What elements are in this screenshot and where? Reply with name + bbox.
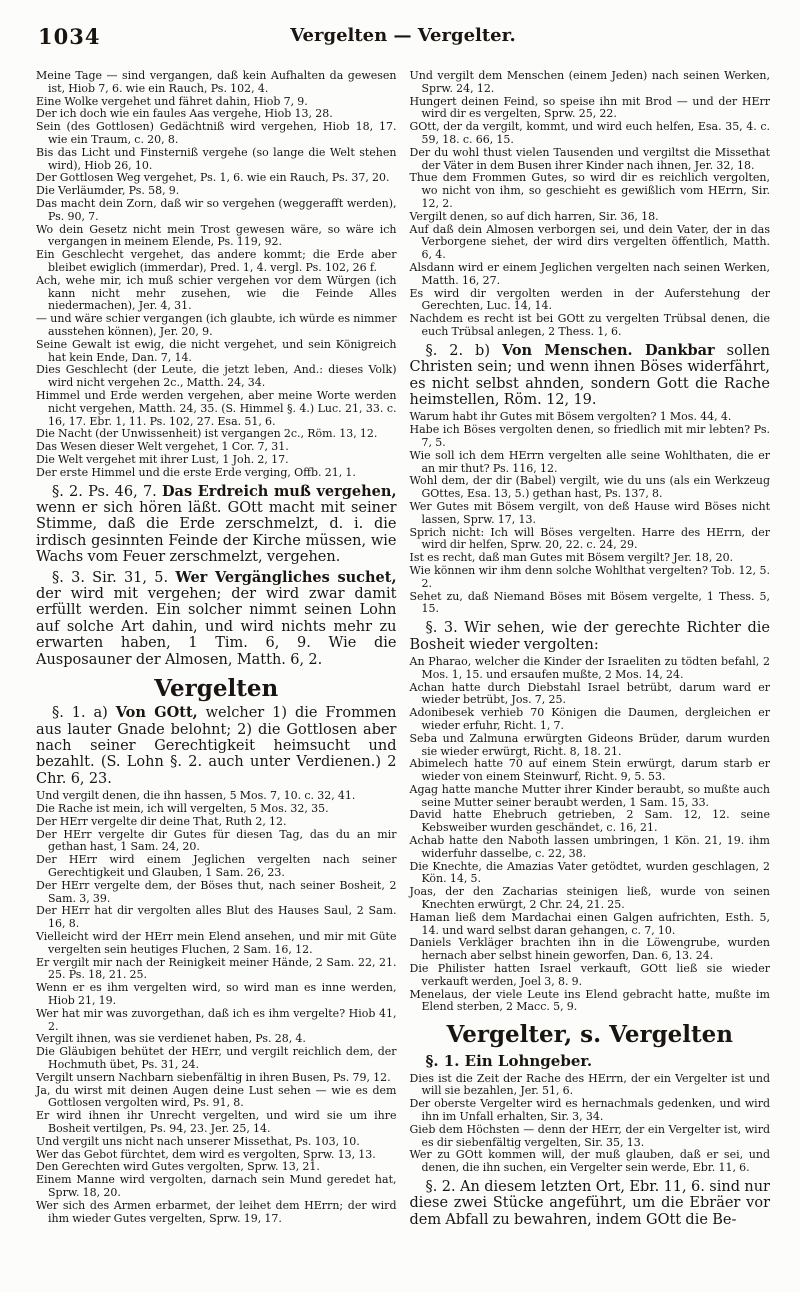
scripture-entry: Sprich nicht: Ich will Böses vergelten. Harre des HErrn, der wird dir helfen, Sprw. 20, 22. c. 24, 29. (409, 525, 770, 552)
scripture-entry: Der Gottlosen Weg vergehet, Ps. 1, 6. wie ein Rauch, Ps. 37, 20. (36, 171, 390, 185)
entry-list-vergehen (36, 70, 397, 480)
scripture-entry: Die Verläumder, Ps. 58, 9. (36, 184, 180, 198)
section-number: §. 2. b) (425, 342, 490, 359)
text-columns (36, 70, 770, 1231)
scripture-entry: Ein Geschlecht vergehet, das andere kommt; die Erde aber bleibet ewiglich (immerdar), Pred. 1, 4. vergl. Ps. 102, 26 f. (36, 248, 397, 274)
section-paragraph-vergelten-3 (410, 620, 771, 653)
scripture-entry: Haman ließ dem Mardachai einen Galgen aufrichten, Esth. 5, 14. und ward selbst daran gehangen, c. 7, 10. (409, 910, 770, 937)
entry-list-vergelter (410, 1073, 771, 1175)
section-text: welcher 1) die Frommen aus lauter Gnade belohnt; 2) die Gottlosen aber nach seiner Gerechtigkeit heimsucht und bezahlt. (S. Lohn §. 2. auch unter Verdienen.) 2 Chr. 6, 23. (36, 705, 397, 787)
scripture-entry: Der oberste Vergelter wird es hernachmals gedenken, und wird ihn im Unfall erhalten, Sir. 3, 34. (409, 1097, 770, 1123)
section-lead: Wer Vergängliches suchet, (175, 568, 397, 586)
scripture-entry: Sehet zu, daß Niemand Böses mit Bösem vergelte, 1 Thess. 5, 15. (409, 589, 770, 616)
scripture-entry: Der erste Himmel und die erste Erde verging, Offb. 21, 1. (36, 465, 356, 479)
page-header (36, 24, 770, 50)
scripture-entry: Wer hat mir was zuvorgethan, daß ich es ihm vergelte? Hiob 41, 2. (36, 1006, 397, 1033)
scripture-entry: Der HErr wird einem Jeglichen vergelten nach seiner Gerechtigkeit und Glauben, 1 Sam. 26, 23. (36, 853, 397, 880)
section-number: §. 1. a) (52, 705, 108, 722)
scripture-entry: Dies Geschlecht (der Leute, die jetzt leben, And.: dieses Volk) wird nicht vergehen 2c., Matth. 24, 34. (36, 363, 397, 390)
section-text: sollen Christen sein; und wenn ihnen Böses widerfährt, es nicht selbst ahnden, sondern Gott die Rache heimstellen, Röm. 12, 19. (409, 342, 771, 408)
scripture-entry: Warum habt ihr Gutes mit Bösem vergolten? 1 Mos. 44, 4. (409, 410, 732, 424)
scripture-entry: An Pharao, welcher die Kinder der Israeliten zu tödten befahl, 2 Mos. 1, 15. und ersaufen mußte, 2 Mos. 14, 24. (409, 654, 770, 681)
scripture-entry: Gieb dem Höchsten — denn der HErr, der ein Vergelter ist, wird es dir siebenfältig vergelten, Sir. 35, 13. (409, 1122, 770, 1149)
scripture-entry: Nachdem es recht ist bei GOtt zu vergelten Trübsal denen, die euch Trübsal anlegen, 2 Thess. 1, 6. (409, 312, 770, 338)
scripture-entry: Wer Gutes mit Bösem vergilt, von deß Hause wird Böses nicht lassen, Sprw. 17, 13. (409, 499, 770, 526)
page-number: 1034 (38, 24, 101, 49)
scripture-entry: Abimelech hatte 70 auf einem Stein erwürgt, darum starb er wieder von einem Steinwurf, Richt. 9, 5. 53. (409, 757, 770, 784)
sub-heading-lohngeber: §. 1. Ein Lohngeber. (425, 1051, 593, 1070)
scripture-entry: Wenn er es ihm vergelten wird, so wird man es inne werden, Hiob 21, 19. (36, 981, 397, 1008)
right-column (410, 70, 771, 1231)
scripture-entry: Wie soll ich dem HErrn vergelten alle seine Wohlthaten, die er an mir thut? Ps. 116, 12. (409, 448, 770, 475)
section-number: §. 2. Ps. 46, 7. (52, 483, 157, 500)
scripture-entry: Die Welt vergehet mit ihrer Lust, 1 Joh. 2, 17. (36, 452, 289, 466)
scripture-entry: Und vergilt denen, die ihn hassen, 5 Mos. 7, 10. c. 32, 41. (36, 789, 356, 803)
scripture-entry: Sein (des Gottlosen) Gedächtniß wird vergehen, Hiob 18, 17. wie ein Traum, c. 20, 8. (36, 120, 397, 146)
section-lead: Das Erdreich muß vergehen, (161, 482, 397, 500)
running-header: Vergelten — Vergelter. (290, 25, 516, 46)
scripture-entry: Der HErr vergelte dem, der Böses thut, nach seiner Bosheit, 2 Sam. 3, 39. (36, 878, 397, 905)
scripture-entry: Der HErr vergelte dir deine That, Ruth 2, 12. (36, 814, 287, 828)
scripture-entry: Menelaus, der viele Leute ins Elend gebracht hatte, mußte im Elend sterben, 2 Macc. 5, 9. (409, 987, 770, 1014)
entry-list-vergelten (36, 790, 397, 1225)
section-paragraph-vergehen-3 (36, 570, 397, 668)
scripture-entry: Eine Wolke vergehet und fähret dahin, Hiob 7, 9. (36, 94, 308, 108)
scripture-entry: Auf daß dein Almosen verborgen sei, und dein Vater, der in das Verborgene siehet, der wird dirs vergelten öffentlich, Matth. 6, 4. (409, 222, 770, 262)
section-text: An diesem letzten Ort, Ebr. 11, 6. sind nur diese zwei Stücke angeführt, um die Ebräer vor dem Abfall zu bewahren, indem GOtt die Be- (409, 1178, 770, 1228)
section-text: der wird mit vergehen; der wird zwar damit erfüllt werden. Ein solcher nimmt seinen Lohn auf solche Art dahin, und wird nichts mehr zu erwarten haben, 1 Tim. 6, 9. Wie die Ausposauner der Almosen, Matth. 6, 2. (36, 585, 397, 668)
entry-list-von-menschen (410, 411, 771, 616)
scripture-entry: Achan hatte durch Diebstahl Israel betrübt, darum ward er wieder betrübt, Jos. 7, 25. (409, 680, 770, 707)
scripture-entry: Adonibesek verhieb 70 Königen die Daumen, dergleichen er wieder erfuhr, Richt. 1, 7. (409, 706, 770, 732)
section-lead: Von Menschen. Dankbar (501, 341, 715, 359)
scripture-entry: Seine Gewalt ist ewig, die nicht vergehet, und sein Königreich hat kein Ende, Dan. 7, 14. (36, 337, 397, 364)
scripture-entry: Achab hatte den Naboth lassen umbringen, 1 Kön. 21, 19. ihm widerfuhr dasselbe, c. 22, 38. (409, 834, 770, 860)
scripture-entry: Vergilt denen, so auf dich harren, Sir. 36, 18. (409, 209, 659, 223)
scripture-entry: Es wird dir vergolten werden in der Auferstehung der Gerechten, Luc. 14, 14. (409, 286, 770, 313)
scripture-entry: Wie können wir ihm denn solche Wohlthat vergelten? Tob. 12, 5. 2. (409, 563, 770, 590)
left-column (36, 70, 397, 1231)
scripture-entry: Den Gerechten wird Gutes vergolten, Sprw. 13, 21. (36, 1160, 320, 1174)
scripture-entry: Die Philister hatten Israel verkauft, GOtt ließ sie wieder verkauft werden, Joel 3, 8. 9. (409, 962, 770, 988)
scripture-entry: Wohl dem, der dir (Babel) vergilt, wie du uns (als ein Werkzeug GOttes, Esa. 13, 5.) gethan hast, Ps. 137, 8. (409, 474, 770, 501)
section-paragraph-vergehen-2 (36, 484, 397, 566)
scripture-entry: Der HErr hat dir vergolten alles Blut des Hauses Saul, 2 Sam. 16, 8. (36, 904, 397, 931)
scripture-entry: Und vergilt uns nicht nach unserer Missethat, Ps. 103, 10. (36, 1134, 360, 1148)
scripture-entry: Himmel und Erde werden vergehen, aber meine Worte werden nicht vergehen, Matth. 24, 35. (S. Himmel §. 4.) Luc. 21, 33. c. 16, 17. Ebr. 1, 11. Ps. 102, 27. Esa. 51, 6. (36, 388, 397, 428)
scripture-entry: Er vergilt mir nach der Reinigkeit meiner Hände, 2 Sam. 22, 21. 25. Ps. 18, 21. 25. (36, 955, 397, 982)
scripture-entry: Thue dem Frommen Gutes, so wird dir es reichlich vergolten, wo nicht von ihm, so geschieht es gewißlich vom HErrn, Sir. 12, 2. (409, 171, 770, 210)
scripture-entry: Der du wohl thust vielen Tausenden und vergiltst die Missethat der Väter in dem Busen ihrer Kinder nach ihnen, Jer. 32, 18. (409, 145, 770, 172)
section-paragraph-vergelter-2 (410, 1179, 771, 1228)
scripture-entry: Alsdann wird er einem Jeglichen vergelten nach seinen Werken, Matth. 16, 27. (409, 260, 770, 287)
scripture-entry: Agag hatte manche Mutter ihrer Kinder beraubt, so mußte auch seine Mutter seiner beraubt werden, 1 Sam. 15, 33. (409, 782, 770, 809)
scripture-entry: Ist es recht, daß man Gutes mit Bösem vergilt? Jer. 18, 20. (409, 551, 734, 565)
scripture-entry: Wo dein Gesetz nicht mein Trost gewesen wäre, so wäre ich vergangen in meinem Elende, Ps. 119, 92. (36, 222, 397, 249)
scripture-entry: David hatte Ehebruch getrieben, 2 Sam. 12, 12. seine Kebsweiber wurden geschändet, c. 16, 21. (409, 808, 770, 835)
scripture-entry: Die Rache ist mein, ich will vergelten, 5 Mos. 32, 35. (36, 802, 329, 816)
scripture-entry: Der HErr vergelte dir Gutes für diesen Tag, das du an mir gethan hast, 1 Sam. 24, 20. (36, 827, 397, 854)
scripture-entry: Und vergilt dem Menschen (einem Jeden) nach seinen Werken, Sprw. 24, 12. (409, 69, 770, 95)
scripture-entry: Vergilt ihnen, was sie verdienet haben, Ps. 28, 4. (36, 1032, 306, 1046)
section-paragraph-vergelten-2b (410, 343, 771, 409)
scripture-entry: Das macht dein Zorn, daß wir so vergehen (weggerafft werden), Ps. 90, 7. (36, 196, 397, 223)
scripture-entry: Der ich doch wie ein faules Aas vergehe, Hiob 13, 28. (36, 107, 333, 121)
scripture-entry: Die Gläubigen behütet der HErr, und vergilt reichlich dem, der Hochmuth übet, Ps. 31, 24. (36, 1045, 397, 1072)
scripture-entry: Die Nacht (der Unwissenheit) ist vergangen 2c., Röm. 13, 12. (36, 427, 378, 441)
entry-list-vergelten-continued (410, 70, 771, 339)
section-paragraph-vergelten-1 (36, 705, 397, 787)
section-number: §. 3. Sir. 31, 5. (52, 569, 169, 586)
section-number: §. 2. (425, 1178, 456, 1195)
scripture-entry: Hungert deinen Feind, so speise ihn mit Brod — und der HErr wird dir es vergelten, Sprw. 25, 22. (409, 94, 770, 121)
scripture-entry: Vielleicht wird der HErr mein Elend ansehen, und mir mit Güte vergelten sein heutiges Fluchen, 2 Sam. 16, 12. (36, 930, 397, 956)
scripture-entry: Habe ich Böses vergolten denen, so friedlich mit mir lebten? Ps. 7, 5. (409, 423, 770, 449)
scripture-entry: Dies ist die Zeit der Rache des HErrn, der ein Vergelter ist und will sie bezahlen, Jer. 51, 6. (409, 1071, 770, 1098)
scripture-entry: Ja, du wirst mit deinen Augen deine Lust sehen — wie es dem Gottlosen vergolten wird, Ps. 91, 8. (36, 1083, 397, 1110)
scripture-entry: Wer sich des Armen erbarmet, der leihet dem HErrn; der wird ihm wieder Gutes vergelten, Sprw. 19, 17. (36, 1198, 397, 1225)
scripture-entry: Vergilt unsern Nachbarn siebenfältig in ihren Busen, Ps. 79, 12. (36, 1070, 391, 1084)
scripture-entry: Meine Tage — sind vergangen, daß kein Aufhalten da gewesen ist, Hiob 7, 6. wie ein Rauch, Ps. 102, 4. (36, 69, 397, 95)
section-text: wenn er sich hören läßt. GOtt macht mit seiner Stimme, daß die Erde zerschmelzt, d. i. die irdisch gesinnten Feinde der Kirche müssen, wie Wachs vom Feuer zerschmelzt, vergehen. (36, 499, 397, 566)
section-lead: Von GOtt, (115, 704, 198, 722)
scripture-entry: Einem Manne wird vergolten, darnach sein Mund geredet hat, Sprw. 18, 20. (36, 1173, 397, 1199)
section-number: §. 3. (425, 620, 458, 637)
scripture-entry: Wer das Gebot fürchtet, dem wird es vergolten, Sprw. 13, 13. (36, 1147, 376, 1161)
article-heading-vergelter: Vergelter, s. Vergelten (446, 1021, 734, 1049)
scripture-entry: Seba und Zalmuna erwürgten Gideons Brüder, darum wurden sie wieder erwürgt, Richt. 8, 18. 21. (409, 731, 770, 758)
section-text: Wir sehen, wie der gerechte Richter die Bosheit wieder vergolten: (409, 620, 770, 653)
scripture-entry: Daniels Verkläger brachten ihn in die Löwengrube, wurden hernach aber selbst hinein geworfen, Dan. 6, 13. 24. (409, 936, 770, 963)
scripture-entry: Ach, wehe mir, ich muß schier vergehen vor dem Würgen (ich kann nicht mehr zusehen, wie die Feinde Alles niedermachen), Jer. 4, 31. (36, 273, 397, 313)
scripture-entry: — und wäre schier vergangen (ich glaubte, ich würde es nimmer ausstehen können), Jer. 20, 9. (36, 312, 397, 338)
scripture-entry: Bis das Licht und Finsterniß vergehe (so lange die Welt stehen wird), Hiob 26, 10. (36, 145, 397, 172)
scripture-entry: Wer zu GOtt kommen will, der muß glauben, daß er sei, und denen, die ihn suchen, ein Vergelter sein werde, Ebr. 11, 6. (409, 1148, 770, 1175)
scripture-entry: Die Knechte, die Amazias Vater getödtet, wurden geschlagen, 2 Kön. 14, 5. (409, 859, 770, 886)
article-heading-vergelten: Vergelten (154, 674, 279, 702)
entry-list-gerechter-richter (410, 656, 771, 1014)
scripture-entry: GOtt, der da vergilt, kommt, und wird euch helfen, Esa. 35, 4. c. 59, 18. c. 66, 15. (409, 120, 770, 146)
scripture-entry: Er wird ihnen ihr Unrecht vergelten, und wird sie um ihre Bosheit vertilgen, Ps. 94, 23. Jer. 25, 14. (36, 1109, 397, 1136)
scripture-entry: Das Wesen dieser Welt vergehet, 1 Cor. 7, 31. (36, 440, 289, 454)
scripture-entry: Joas, der den Zacharias steinigen ließ, wurde von seinen Knechten erwürgt, 2 Chr. 24, 21. 25. (409, 885, 770, 912)
